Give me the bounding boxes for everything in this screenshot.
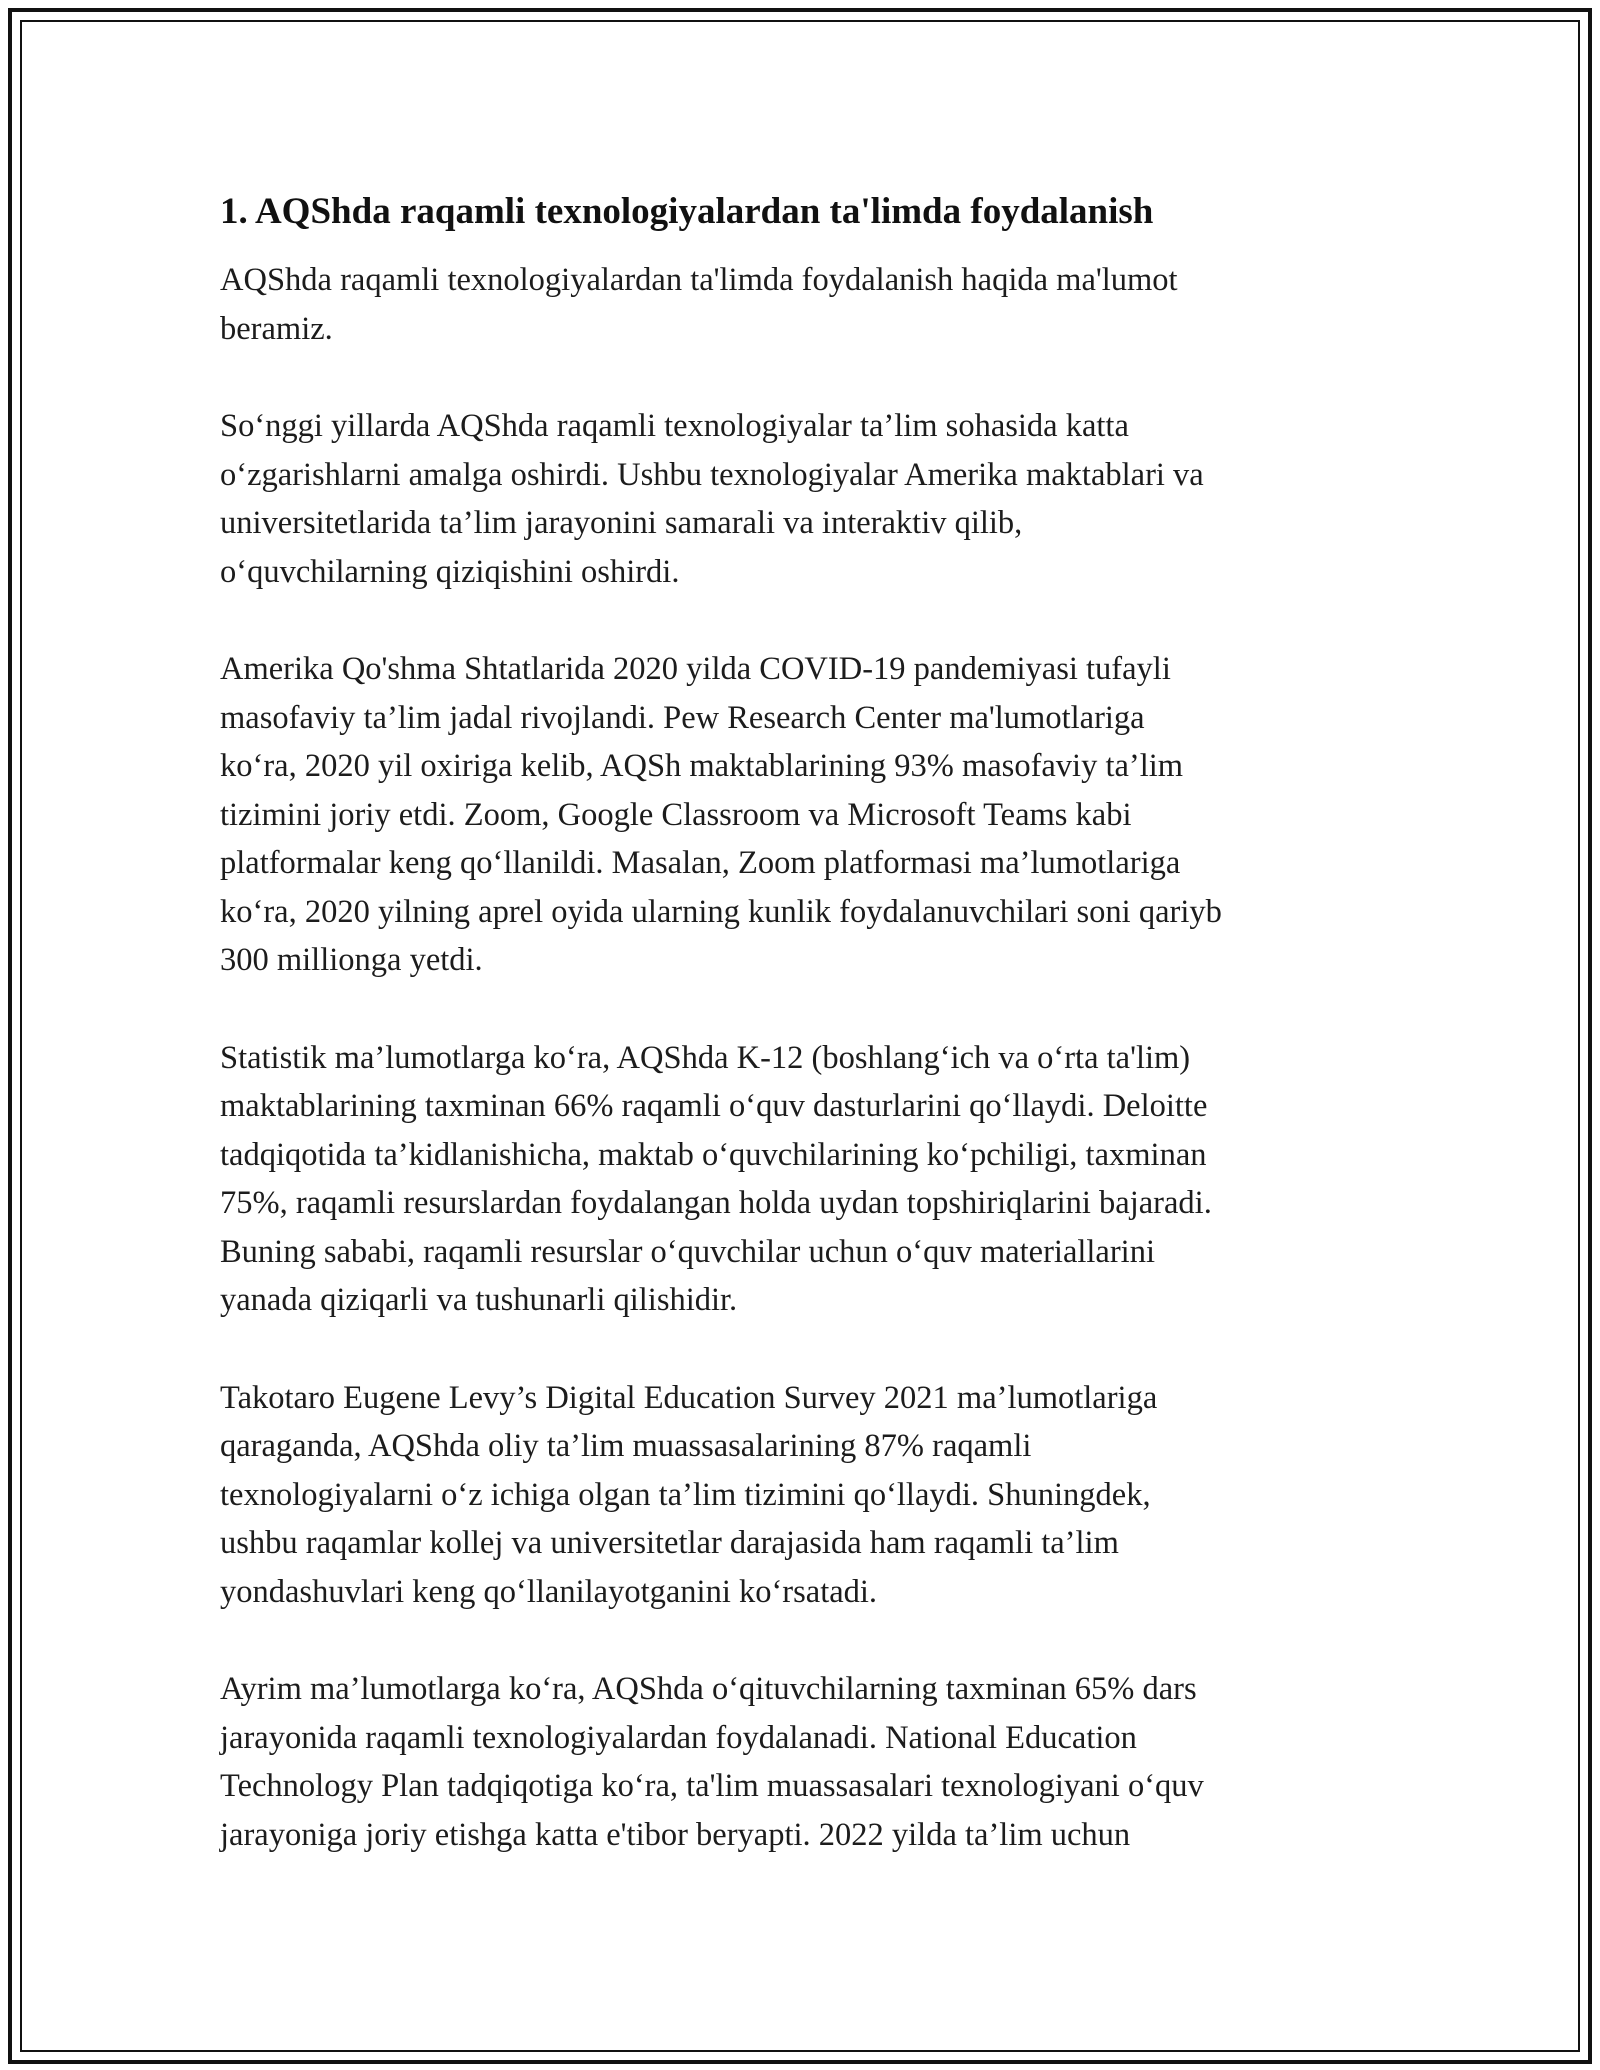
document-body: [220, 186, 1400, 1908]
paragraph-higher-education: Takotaro Eugene Levy’s Digital Education Survey 2021 ma’lumotlariga qaraganda, AQShda oliy ta’lim muassasalarining 87% raqamli texnologiyalarni o‘z ichiga olgan ta’lim tizimini qo‘llaydi. Shuningdek, ushbu raqamlar kollej va universitetlar darajasida ham raqamli ta’lim yondashuvlari keng qo‘llanilayotganini ko‘rsatadi.: [220, 1379, 1158, 1610]
paragraph-k12-statistics: Statistik ma’lumotlarga ko‘ra, AQShda K-12 (boshlang‘ich va o‘rta ta'lim) maktablarining taxminan 66% raqamli o‘quv dasturlarini qo‘llaydi. Deloitte tadqiqotida ta’kidlanishicha, maktab o‘quvchilarining ko‘pchiligi, taxminan 75%, raqamli resurslardan foydalangan holda uydan topshiriqlarini bajaradi. Buning sababi, raqamli resurslar o‘quvchilar uchun o‘quv materiallarini yanada qiziqarli va tushunarli qilishidir.: [220, 1039, 1212, 1318]
section-heading: 1. AQShda raqamli texnologiyalardan ta'limda foydalanish: [220, 191, 1154, 232]
paragraph-intro: AQShda raqamli texnologiyalardan ta'limda foydalanish haqida ma'lumot beramiz.: [220, 262, 1178, 347]
paragraph-covid-remote-learning: Amerika Qo'shma Shtatlarida 2020 yilda COVID-19 pandemiyasi tufayli masofaviy ta’lim jadal rivojlandi. Pew Research Center ma'lumotlariga ko‘ra, 2020 yil oxiriga kelib, AQSh maktablarining 93% masofaviy ta’lim tizimini joriy etdi. Zoom, Google Classroom va Microsoft Teams kabi platformalar keng qo‘llanildi. Masalan, Zoom platformasi ma’lumotlariga ko‘ra, 2020 yilning aprel oyida ularning kunlik foydalanuvchilari soni qariyb 300 millionga yetdi.: [220, 651, 1222, 978]
paragraph-teachers: Ayrim ma’lumotlarga ko‘ra, AQShda o‘qituvchilarning taxminan 65% dars jarayonida raqamli texnologiyalardan foydalanadi. National Education Technology Plan tadqiqotiga ko‘ra, ta'lim muassasalari texnologiyani o‘quv jarayoniga joriy etishga katta e'tibor beryapti. 2022 yilda ta’lim uchun: [220, 1671, 1204, 1853]
paragraph-recent-changes: So‘nggi yillarda AQShda raqamli texnologiyalar ta’lim sohasida katta o‘zgarishlarni amalga oshirdi. Ushbu texnologiyalar Amerika maktablari va universitetlarida ta’lim jarayonini samarali va interaktiv qilib, o‘quvchilarning qiziqishini oshirdi.: [220, 408, 1204, 590]
